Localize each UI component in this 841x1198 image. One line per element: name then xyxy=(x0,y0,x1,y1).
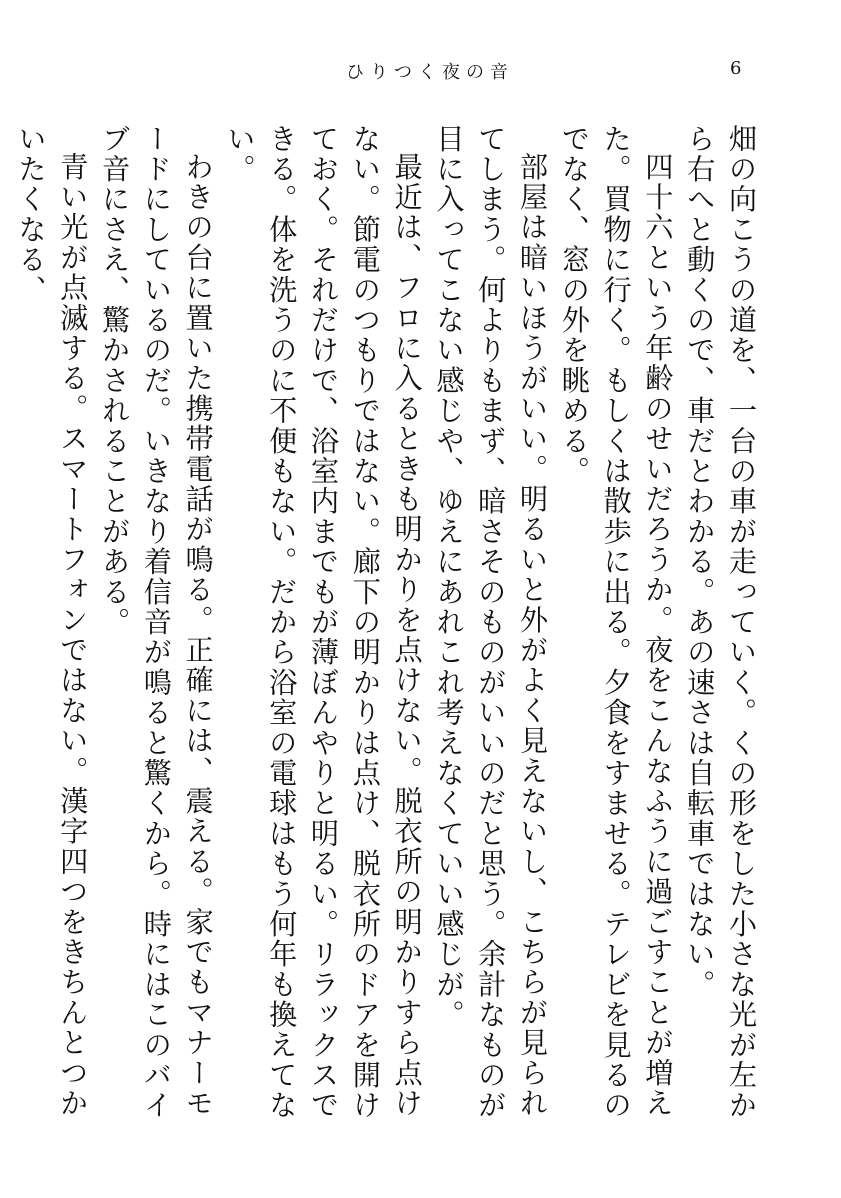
vertical-body-text xyxy=(14,124,762,1134)
paragraph-4: 最近は、フロに入るときも明かりを点けない。脱衣所の明かりすら点けない。節電のつもりではない。廊下の明かりは点け、脱衣所のドアを開けておく。それだけで、浴室内までもが薄ぼんやりと明るい。リラックスできる。体を洗うのに不便もない。だから浴室の電球はもう何年も換えてない。 xyxy=(223,124,424,1121)
running-title: ひりつく夜の音 xyxy=(346,62,514,83)
paragraph-2: 四十六という年齢のせいだろうか。夜をこんなふうに過ごすことが増えた。買物に行く。もしくは散歩に出る。夕食をすませる。テレビを見るのでなく、窓の外を眺める。 xyxy=(557,124,675,1121)
page-number: 6 xyxy=(730,58,742,79)
paragraph-3: 部屋は暗いほうがいい。明るいと外がよく見えないし、こちらが見られてしまう。何よりもまず、暗さそのものがいいのだと思う。余計なものが目に入ってこない感じや、ゆえにあれこれ考えなくていい感じが。 xyxy=(432,124,550,1121)
paragraph-5: わきの台に置いた携帯電話が鳴る。正確には、震える。家でもマナーモードにしているのだ。いきなり着信音が鳴ると驚くから。時にはこのバイブ音にさえ、驚かされることがある。 xyxy=(98,124,215,1121)
paragraph-6: 青い光が点滅する。スマートフォンではない。漢字四つをきちんとつかいたくなる、 xyxy=(14,124,90,1119)
paragraph-1: 畑の向こうの道を、一台の車が走っていく。くの形をした小さな光が左から右へと動くので、車だとわかる。あの速さは自転車ではない。 xyxy=(683,124,758,1121)
